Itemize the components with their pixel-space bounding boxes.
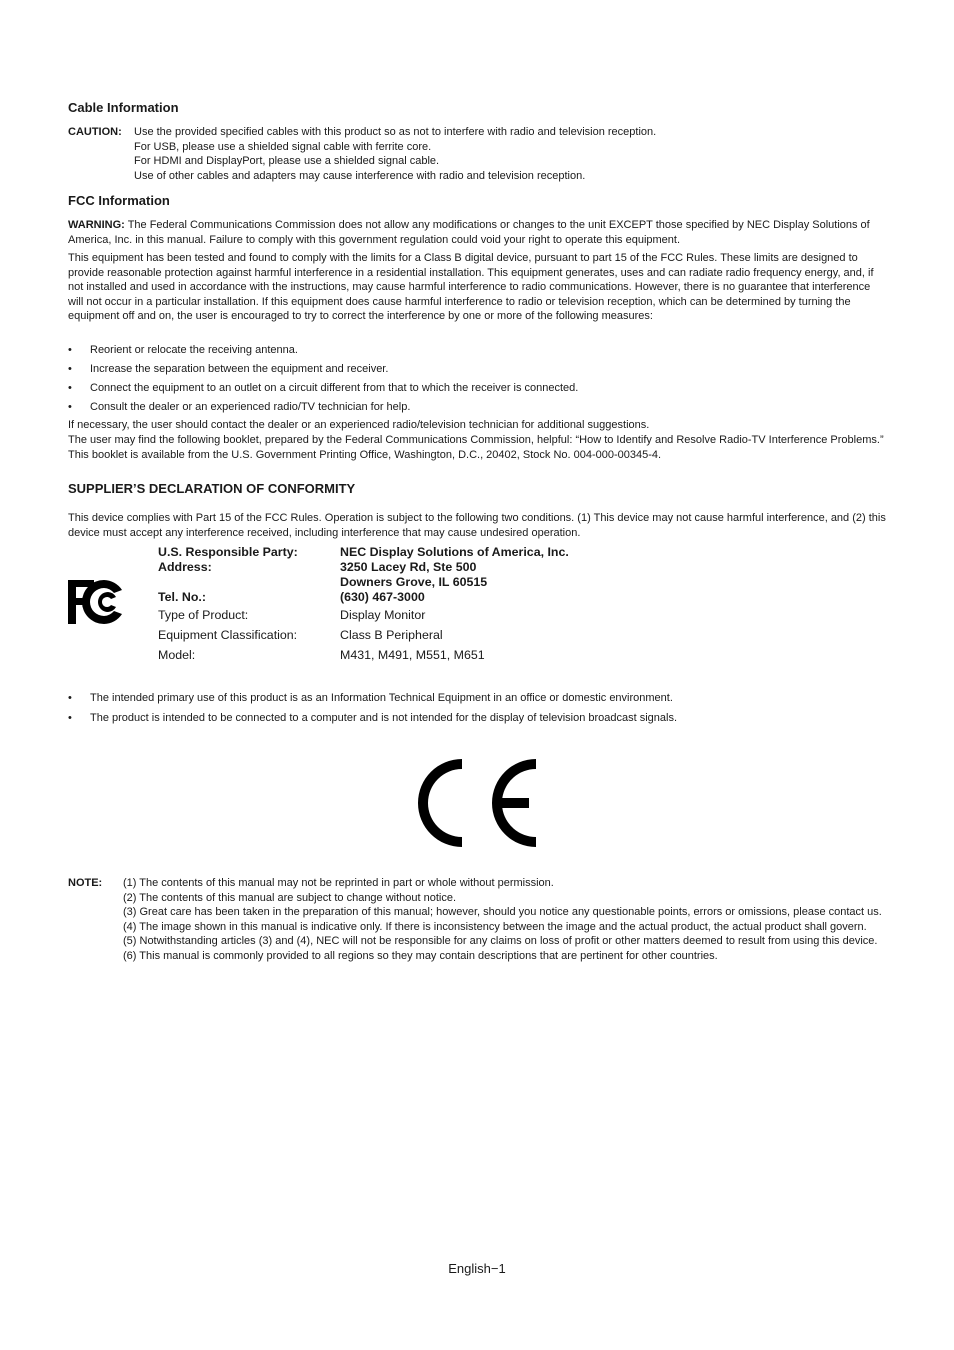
fcc-logo-icon [68,578,132,626]
caution-line-4: Use of other cables and adapters may cause interference with radio and television reception. [134,169,586,182]
list-item: (5) Notwithstanding articles (3) and (4), NEC will not be responsible for any claims on loss of profit or other matters deemed to result from using this device. [123,935,878,948]
table-row: U.S. Responsible Party: NEC Display Solutions of America, Inc. [158,545,569,559]
list-item: (2) The contents of this manual are subject to change without notice. [123,891,457,904]
note-label: NOTE: [68,877,103,889]
list-item: • The intended primary use of this product is as an Information Technical Equipment in an office or domestic environment. [68,692,673,704]
caution-label: CAUTION: [68,126,122,138]
fcc-measures-list [68,343,886,419]
page-number: English−1 [448,1261,506,1276]
sdoc-party-table [158,545,640,665]
fcc-closing-1: If necessary, the user should contact the dealer or an experienced radio/television technician for additional suggestions. [68,419,650,431]
warning-text: The Federal Communications Commission does not allow any modifications or changes to the unit EXCEPT those specified by NEC Display Solutions of America, Inc. in this manual. Failure to comply with this government regulation could void your right to operate this equipment. [68,219,870,246]
sdoc-heading: SUPPLIER’S DECLARATION OF CONFORMITY [68,481,356,496]
note-block [68,876,886,1016]
list-item: (6) This manual is commonly provided to all regions so they may contain descriptions that are pertinent for other countries. [123,949,718,962]
list-item: • Reorient or relocate the receiving antenna. [68,344,298,356]
list-item: • Connect the equipment to an outlet on a circuit different from that to which the receiver is connected. [68,382,579,394]
sdoc-intro: This device complies with Part 15 of the FCC Rules. Operation is subject to the following two conditions. (1) This device may not cause harmful interference, and (2) this device must accept any interference received, including interference that may cause undesired operation. [68,512,886,539]
usage-notes-list [68,691,886,730]
fcc-body: This equipment has been tested and found to comply with the limits for a Class B digital device, pursuant to part 15 of the FCC Rules. These limits are designed to provide reasonable protection against harmful interference in a residential installation. This equipment generates, uses and can radiate radio frequency energy, and, if not installed and used in accordance with the instructions, may cause harmful interference to radio communications. However, there is no guarantee that interference will not occur in a particular installation. If this equipment does cause harmful interference to radio or television reception, which can be determined by turning the equipment off and on, the user is encouraged to try to correct the interference by one or more of the following measures: [68,252,874,323]
caution-line-1: Use the provided specified cables with this product so as not to interfere with radio and television reception. [134,126,657,138]
table-row: Model: M431, M491, M551, M651 [158,648,485,662]
ce-mark-icon [416,758,540,848]
list-item: • Increase the separation between the equipment and receiver. [68,363,389,375]
table-row: Address: 3250 Lacey Rd, Ste 500 [158,560,477,574]
list-item: • The product is intended to be connected to a computer and is not intended for the display of television broadcast signals. [68,712,678,724]
caution-line-2: For USB, please use a shielded signal cable with ferrite core. [134,140,432,153]
caution-line-3: For HDMI and DisplayPort, please use a shielded signal cable. [134,155,440,168]
list-item: (4) The image shown in this manual is indicative only. If there is inconsistency between the image and the actual product, the actual product shall govern. [123,920,867,933]
table-row: Downers Grove, IL 60515 [340,575,488,589]
table-row: Tel. No.: (630) 467-3000 [158,590,425,604]
list-item: (1) The contents of this manual may not be reprinted in part or whole without permission. [123,877,554,889]
table-row: Equipment Classification: Class B Peripheral [158,628,443,642]
note-list [123,876,886,964]
cable-info-heading: Cable Information [68,100,179,115]
caution-block [68,125,886,183]
fcc-info-heading: FCC Information [68,193,170,208]
table-row: Type of Product: Display Monitor [158,608,426,622]
warning-label: WARNING: [68,219,125,231]
fcc-warning [68,218,886,247]
list-item: (3) Great care has been taken in the preparation of this manual; however, should you notice any questionable points, errors or omissions, please contact us. [123,906,882,919]
fcc-closing-2: The user may find the following booklet, prepared by the Federal Communications Commission, helpful: “How to Identify and Resolve Radio-TV Interference Problems.” This booklet is available from the U.S. Government Printing Office, Washington, D.C., 20402, Stock No. 004-000-00345-4. [68,434,884,461]
list-item: • Consult the dealer or an experienced radio/TV technician for help. [68,401,411,413]
